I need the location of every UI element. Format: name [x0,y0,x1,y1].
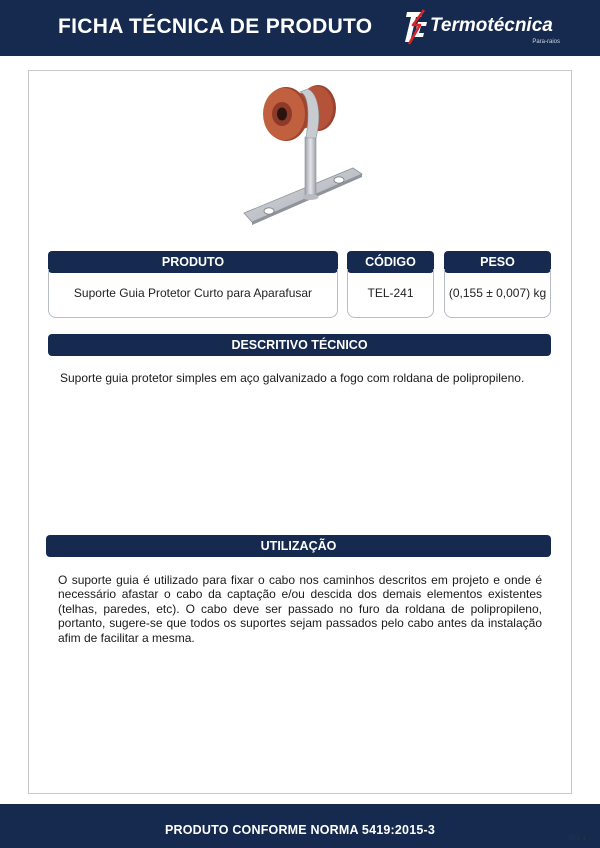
revision-label: REV 1 [568,836,586,842]
section-title-utilizacao: UTILIZAÇÃO [46,535,551,557]
header-peso: PESO [444,251,551,273]
logo-mark-icon [404,9,430,45]
header-codigo: CÓDIGO [347,251,434,273]
brand-tagline: Para-raios [532,39,560,45]
section-title-descritivo: DESCRITIVO TÉCNICO [48,334,551,356]
peso-value: (0,155 ± 0,007) kg [444,269,551,318]
brand-logo [404,9,564,49]
descritivo-text: Suporte guia protetor simples em aço galvanizado a fogo com roldana de polipropileno. [60,371,525,385]
footer-bar [0,804,600,848]
norm-statement: PRODUTO CONFORME NORMA 5419:2015-3 [164,823,436,837]
product-photo [236,82,370,232]
utilizacao-text: O suporte guia é utilizado para fixar o cabo nos caminhos descritos em projeto e onde é necessário afastar o cabo da captação e/ou descida dos demais elementos existentes (telhas, paredes, etc). O cabo deve ser passado no furo da roldana de polipropileno, portanto, sugere-se que todos os suportes sejam passados pelo cabo antes da instalação afim de facilitar a mesma. [58,573,542,645]
produto-value: Suporte Guia Protetor Curto para Aparafusar [48,269,338,318]
page-title: FICHA TÉCNICA DE PRODUTO [58,15,373,38]
brand-name: Termotécnica [430,15,553,36]
codigo-value: TEL-241 [347,269,434,318]
header-bar [0,0,600,56]
header-produto: PRODUTO [48,251,338,273]
